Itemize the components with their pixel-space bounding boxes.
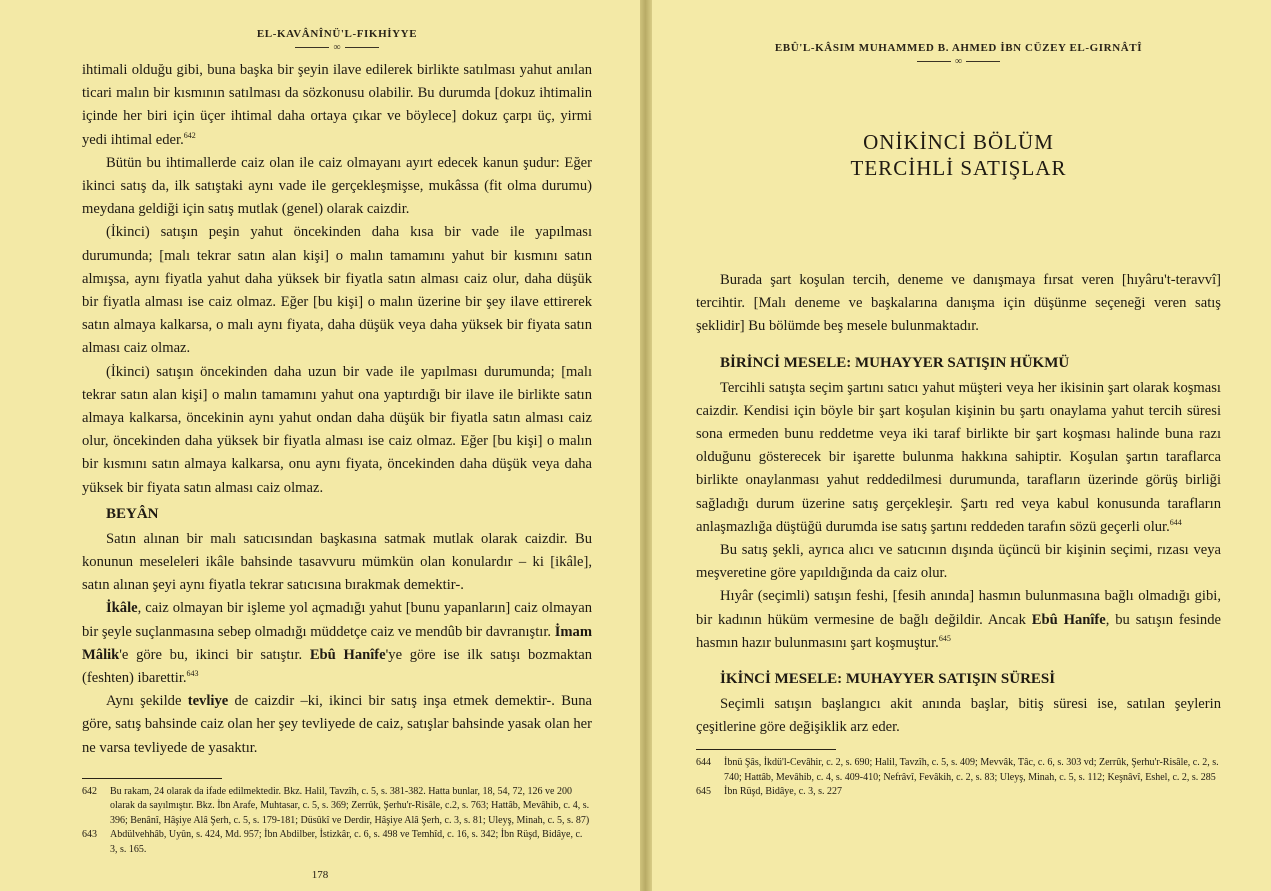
paragraph: (İkinci) satışın öncekinden daha uzun bir vade ile yapılması durumunda; [malı tekrar satın alan kişi] o malın tamamını yahut ona yaptırdığı bir ilave ile birlikte satın almaya kalkarsa, öncekinin aynı yahut ondan daha düşük bir fiyatla satın alması caiz olur, öncekinden daha yüksek bir fiyatla alması ise caiz olmaz. Eğer [bu kişi] o malın bir kısmını satın almaya kalkarsa, onu aynı fiyata, öncekinden daha düşük veya daha yüksek bir fiyata satın alması caiz olmaz. bbox=[82, 363, 592, 496]
paragraph-text: Aynı şekilde bbox=[106, 693, 188, 710]
term-ikale: İkâle bbox=[106, 600, 138, 617]
footnote-ref[interactable]: 643 bbox=[186, 669, 199, 679]
paragraph: Seçimli satışın başlangıcı akit anında başlar, bitiş süresi ise, satılan şeylerin çeşitlerine göre değişiklik arz eder. bbox=[696, 696, 1221, 736]
paragraph-text: Tercihli satışta seçim şartını satıcı yahut müşteri veya her ikisinin şart olarak koşması caizdir. Kendisi için böyle bir şart koşulan kişinin bu şartı onaylama yahut tercih süresi sona ermeden bunu reddetme veya iki taraf birlikte bir şart koşması halinde buna razı olduğunu gösterecek bir işarette bulunma hakkına sahiptir. Koşulan şartın taraflarca birlikte onaylanması yahut reddedilmesi durumunda, tarafların üzerinde görüş birliği sağladığı durum üzerine satış gerçekleşir. Şartı red veya kabul konusunda tarafların anlaşmazlığa düştüğü durumda ise satış şartını reddeden tarafın sözü geçerli olur. bbox=[696, 379, 1221, 535]
ornament-glyph: ∞ bbox=[954, 56, 963, 67]
paragraph-text: , bu satışın fesinde hasmın hazır bulunmasını şart koşmuştur. bbox=[696, 611, 1221, 651]
running-head: EBÛ'L-KÂSIM MUHAMMED B. AHMED İBN CÜZEY EL-GIRNÂTÎ bbox=[774, 42, 1143, 54]
paragraph-text: de caizdir –ki, ikinci bir satış inşa etmek demektir-. Buna göre, satış bahsinde caiz olan her şey tevliyede de caiz, satışlar bahsinde yasak olan her ne varsa tevliyede de yasaktır. bbox=[82, 693, 593, 756]
footnote-ref[interactable]: 644 bbox=[1169, 517, 1182, 527]
name-ebu-hanife: Ebû Hanîfe bbox=[309, 646, 386, 663]
footnote bbox=[696, 785, 1221, 800]
footnote-divider bbox=[696, 749, 836, 750]
footnote bbox=[82, 828, 592, 857]
section-heading: BEYÂN bbox=[106, 505, 159, 522]
paragraph-text: ihtimali olduğu gibi, buna başka bir şeyin ilave edilerek birlikte satılması yahut anılan ticari malın bir kısmının satılması da sözkonusu olabilir. Bu durumda [dokuz ihtimalin içinde her biri için üçer ihtimal daha ortaya çıkar ve böylece] dokuz çarpı üç, yirmi yedi ihtimal eder. bbox=[82, 62, 592, 148]
footnote-number: 644 bbox=[696, 757, 711, 769]
footnote-text: Abdülvehhâb, Uyûn, s. 424, Md. 957; İbn Abdilber, İstizkâr, c. 6, s. 498 ve Temhîd, c. 16, s. 342; İbn Rüşd, Bidâye, c. 3, s. 165. bbox=[110, 829, 583, 855]
footnote-text: İbnü Şâs, İkdü'l-Cevâhir, c. 2, s. 690; Halil, Tavzîh, c. 5, s. 409; Mevvâk, Tâc, c. 6, s. 303 vd; Zerrûk, Şerhu'r-Risâle, c. 2, s. 740; Hattâb, Mevâhib, c. 4, s. 409-410; Nefrâvî, Fevâkih, c. 2, s. 83; Uleyş, Minah, c. 5, s. 112; Keşnâvî, Eshel, c. 2, s. 285 bbox=[724, 757, 1219, 783]
paragraph: (İkinci) satışın peşin yahut öncekinden daha kısa bir vade ile yapılması durumunda; [malı tekrar satın alan kişi] o malın tamamını yahut bir kısmını satın almışsa, aynı fiyatla yahut daha yüksek bir fiyatla satın alması caiz olur, daha düşük bir fiyatla alması ise caiz olmaz. Eğer [bu kişi] o malın üzerine bir şey ilave ettirerek satın almaya kalkarsa, o malı aynı fiyata, daha düşük veya daha yüksek bir fiyata satın alması caiz olmaz. bbox=[82, 224, 592, 357]
paragraph-text: 'e göre bu, ikinci bir satıştır. bbox=[119, 646, 310, 663]
paragraph bbox=[696, 585, 1221, 655]
paragraph bbox=[82, 690, 592, 760]
ornament bbox=[82, 42, 592, 53]
paragraph bbox=[82, 597, 592, 690]
section-heading: İKİNCİ MESELE: MUHAYYER SATIŞIN SÜRESİ bbox=[720, 671, 1056, 688]
footnote-text: Bu rakam, 24 olarak da ifade edilmektedir. Bkz. Halil, Tavzîh, c. 5, s. 381-382. Hatta bunlar, 18, 54, 72, 126 ve 200 olarak da sayılmıştır. Bkz. İbn Arafe, Muhtasar, c. 5, s. 369; Zerrûk, Şerhu'r-Risâle, c.2, s. 763; Hattâb, Mevâhib, c. 4, s. 396; Benânî, Hâşiye Alâ Şerh, c. 5, s. 179-181; Düsûkî ve Derdir, Hâşiye Alâ Şerh, c. 3, s. 81; Uleyş, Minah, c. 5, s. 87) bbox=[110, 785, 590, 826]
name-ebu-hanife: Ebû Hanîfe bbox=[1031, 611, 1106, 628]
footnote-number: 643 bbox=[82, 829, 97, 841]
footnote-number: 645 bbox=[696, 786, 711, 798]
name-imam-malik: İmam Mâlik bbox=[82, 623, 592, 663]
paragraph: Bütün bu ihtimallerde caiz olan ile caiz olmayanı ayırt edecek kanun şudur: Eğer ikinci satış da, ilk satıştaki aynı vade ile gerçekleşmişse, mukâssa (fit olma durumu) meydana geldiği için satış mutlak (genel) olarak caizdir. bbox=[82, 154, 592, 218]
paragraph: Bu satış şekli, ayrıca alıcı ve satıcının dışında üçüncü bir kişinin seçimi, rızası veya meşveretine göre yapıldığında da caiz olur. bbox=[696, 542, 1221, 582]
footnote-ref[interactable]: 645 bbox=[938, 633, 951, 643]
paragraph-text: 'ye göre ise ilk satışı bozmaktan (feshten) ibarettir. bbox=[82, 646, 592, 687]
footnote-divider bbox=[82, 778, 222, 779]
paragraph bbox=[696, 377, 1221, 539]
footnote-text: İbn Rüşd, Bidâye, c. 3, s. 227 bbox=[724, 786, 843, 798]
term-tevliye: tevliye bbox=[187, 693, 229, 710]
chapter-title bbox=[696, 129, 1221, 181]
section-heading: BİRİNCİ MESELE: MUHAYYER SATIŞIN HÜKMÜ bbox=[720, 354, 1070, 371]
footnote-number: 642 bbox=[82, 785, 97, 797]
chapter-name: TERCİHLİ SATIŞLAR bbox=[850, 156, 1067, 180]
running-head: EL-KAVÂNÎNÜ'L-FIKHİYYE bbox=[256, 28, 418, 40]
paragraph-text: Hıyâr (seçimli) satışın feshi, [fesih anında] hasmın bulunmasına bağlı olmadığı gibi, bir kadının hüküm vermesine de bağlı değildir. Ancak bbox=[696, 588, 1221, 628]
right-page bbox=[652, 0, 1271, 891]
footnote bbox=[696, 756, 1221, 785]
chapter-number: ONİKİNCİ BÖLÜM bbox=[863, 130, 1054, 154]
paragraph-text: , caiz olmayan bir işleme yol açmadığı yahut [bunu yapanların] caiz olmayan bir şeyle suçlanmasına sebep olmadığı müddetçe caiz ve mendûb bir davranıştır. bbox=[82, 600, 592, 640]
footnote bbox=[82, 785, 592, 829]
paragraph bbox=[82, 59, 592, 152]
paragraph: Satın alınan bir malı satıcısından başkasına satmak mutlak olarak caizdir. Bu konunun meseleleri ikâle bahsinde tasavvuru mümkün olan konulardır – ki [ikâle], satın alınan şeyi aynı fiyatla tekrar satıcısına bırakmak demektir-. bbox=[82, 530, 592, 594]
ornament bbox=[696, 56, 1221, 67]
footnote-ref[interactable]: 642 bbox=[183, 130, 196, 140]
paragraph: Burada şart koşulan tercih, deneme ve danışmaya fırsat veren [hıyâru't-teravvî] tercihtir. [Malı deneme ve başkalarına danışma için düşünme seçeneği veren satış şeklidir] Bu bölümde beş mesele bulunmaktadır. bbox=[696, 272, 1221, 335]
page-number: 178 bbox=[311, 869, 329, 881]
ornament-glyph: ∞ bbox=[333, 42, 341, 53]
book-gutter bbox=[640, 0, 652, 891]
